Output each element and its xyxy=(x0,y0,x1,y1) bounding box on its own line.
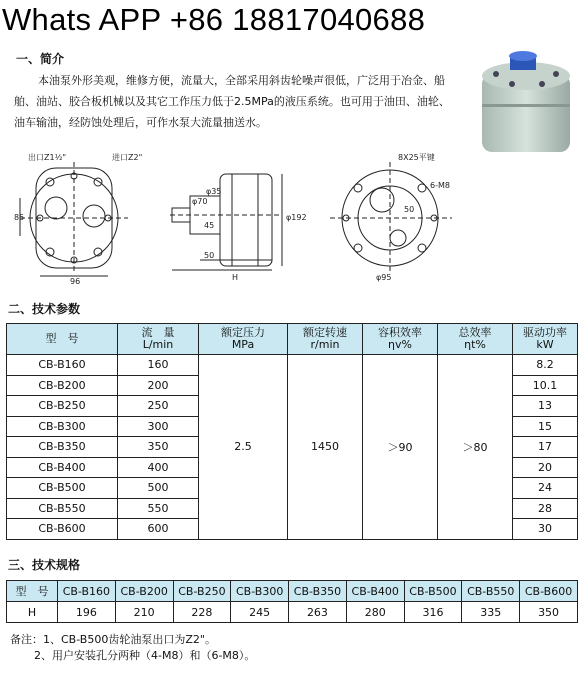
flow-cell: 550 xyxy=(118,498,199,519)
spec-model-cell: CB-B550 xyxy=(462,581,520,602)
model-cell: CB-B600 xyxy=(7,519,118,540)
dim-phi35: φ35 xyxy=(206,187,222,196)
header-vol-eff: 容积效率 ηv% xyxy=(363,324,438,355)
table-row xyxy=(7,355,578,376)
dim-phi192: φ192 xyxy=(286,213,307,222)
model-cell: CB-B160 xyxy=(7,355,118,376)
spec-model-cell: CB-B500 xyxy=(404,581,462,602)
dim-96: 96 xyxy=(70,277,81,286)
power-cell: 15 xyxy=(513,416,578,437)
flow-cell: 400 xyxy=(118,457,199,478)
spec-h-row xyxy=(7,602,578,623)
spec-model-cell: CB-B600 xyxy=(520,581,578,602)
model-cell: CB-B350 xyxy=(7,437,118,458)
spec-h-cell: 263 xyxy=(289,602,347,623)
flow-cell: 350 xyxy=(118,437,199,458)
header-speed: 额定转速 r/min xyxy=(288,324,363,355)
header-flow: 流 量 L/min xyxy=(118,324,199,355)
model-cell: CB-B500 xyxy=(7,478,118,499)
hole-label: 6-M8 xyxy=(430,181,450,190)
header-pressure: 额定压力 MPa xyxy=(199,324,288,355)
dim-50: 50 xyxy=(204,251,215,260)
header-power: 驱动功率 kW xyxy=(513,324,578,355)
power-cell: 20 xyxy=(513,457,578,478)
model-cell: CB-B250 xyxy=(7,396,118,417)
table-header-row xyxy=(7,324,578,355)
key-label: 8X25平键 xyxy=(398,153,435,162)
vol-eff-cell: ＞90 xyxy=(363,355,438,540)
spec-header-row xyxy=(7,581,578,602)
model-cell: CB-B200 xyxy=(7,375,118,396)
power-cell: 10.1 xyxy=(513,375,578,396)
header-total-eff: 总效率 ηt% xyxy=(438,324,513,355)
notes xyxy=(10,632,255,664)
power-cell: 28 xyxy=(513,498,578,519)
flow-cell: 600 xyxy=(118,519,199,540)
spec-model-cell: CB-B350 xyxy=(289,581,347,602)
pressure-cell: 2.5 xyxy=(199,355,288,540)
section1-title: 一、简介 xyxy=(16,52,65,66)
power-cell: 13 xyxy=(513,396,578,417)
power-cell: 24 xyxy=(513,478,578,499)
model-cell: CB-B300 xyxy=(7,416,118,437)
flow-cell: 250 xyxy=(118,396,199,417)
pump-technical-drawing xyxy=(0,148,584,288)
dim-45: 45 xyxy=(204,221,215,230)
flow-cell: 160 xyxy=(118,355,199,376)
dim-phi95: φ95 xyxy=(376,273,392,282)
outlet-label: 出口Z1½" xyxy=(28,153,67,162)
model-cell: CB-B550 xyxy=(7,498,118,519)
tech-params-table xyxy=(6,323,578,540)
header-model: 型 号 xyxy=(7,324,118,355)
note-line-1: 备注：1、CB-B500齿轮油泵出口为Z2"。 xyxy=(10,633,216,646)
spec-h-cell: 228 xyxy=(173,602,231,623)
intro-text xyxy=(14,70,454,133)
total-eff-cell: ＞80 xyxy=(438,355,513,540)
spec-model-label: 型 号 xyxy=(7,581,58,602)
spec-h-cell: 196 xyxy=(58,602,116,623)
spec-h-cell: 245 xyxy=(231,602,289,623)
dim-phi70: φ70 xyxy=(192,197,208,206)
section2-title: 二、技术参数 xyxy=(8,302,81,316)
note-line-2: 2、用户安装孔分两种（4-M8）和（6-M8）。 xyxy=(34,649,256,662)
power-cell: 30 xyxy=(513,519,578,540)
flow-cell: 200 xyxy=(118,375,199,396)
section3-title: 三、技术规格 xyxy=(8,558,81,572)
spec-h-label: H xyxy=(7,602,58,623)
spec-h-cell: 316 xyxy=(404,602,462,623)
whatsapp-watermark: Whats APP +86 18817040688 xyxy=(2,2,426,37)
pump-product-photo xyxy=(472,44,582,156)
spec-h-cell: 210 xyxy=(115,602,173,623)
power-cell: 8.2 xyxy=(513,355,578,376)
tech-spec-table xyxy=(6,580,578,623)
inlet-label: 进口Z2" xyxy=(112,153,143,162)
dim-h: H xyxy=(232,273,239,282)
spec-model-cell: CB-B200 xyxy=(115,581,173,602)
spec-h-cell: 280 xyxy=(346,602,404,623)
dim-85: 85 xyxy=(14,213,25,222)
spec-model-cell: CB-B160 xyxy=(58,581,116,602)
spec-model-cell: CB-B300 xyxy=(231,581,289,602)
model-cell: CB-B400 xyxy=(7,457,118,478)
power-cell: 17 xyxy=(513,437,578,458)
spec-model-cell: CB-B400 xyxy=(346,581,404,602)
spec-h-cell: 335 xyxy=(462,602,520,623)
flow-cell: 300 xyxy=(118,416,199,437)
spec-h-cell: 350 xyxy=(520,602,578,623)
intro-paragraph: 本油泵外形美观，维修方便，流量大，全部采用斜齿轮噪声很低，广泛用于冶金、船舶、油站、胶合板机械以及其它工作压力低于2.5MPa的液压系统。也可用于油田、油轮、油车输油，经防蚀处理后，可作水泵大流量抽送水。 xyxy=(14,74,450,129)
dim-50b: 50 xyxy=(404,205,415,214)
spec-model-cell: CB-B250 xyxy=(173,581,231,602)
flow-cell: 500 xyxy=(118,478,199,499)
speed-cell: 1450 xyxy=(288,355,363,540)
